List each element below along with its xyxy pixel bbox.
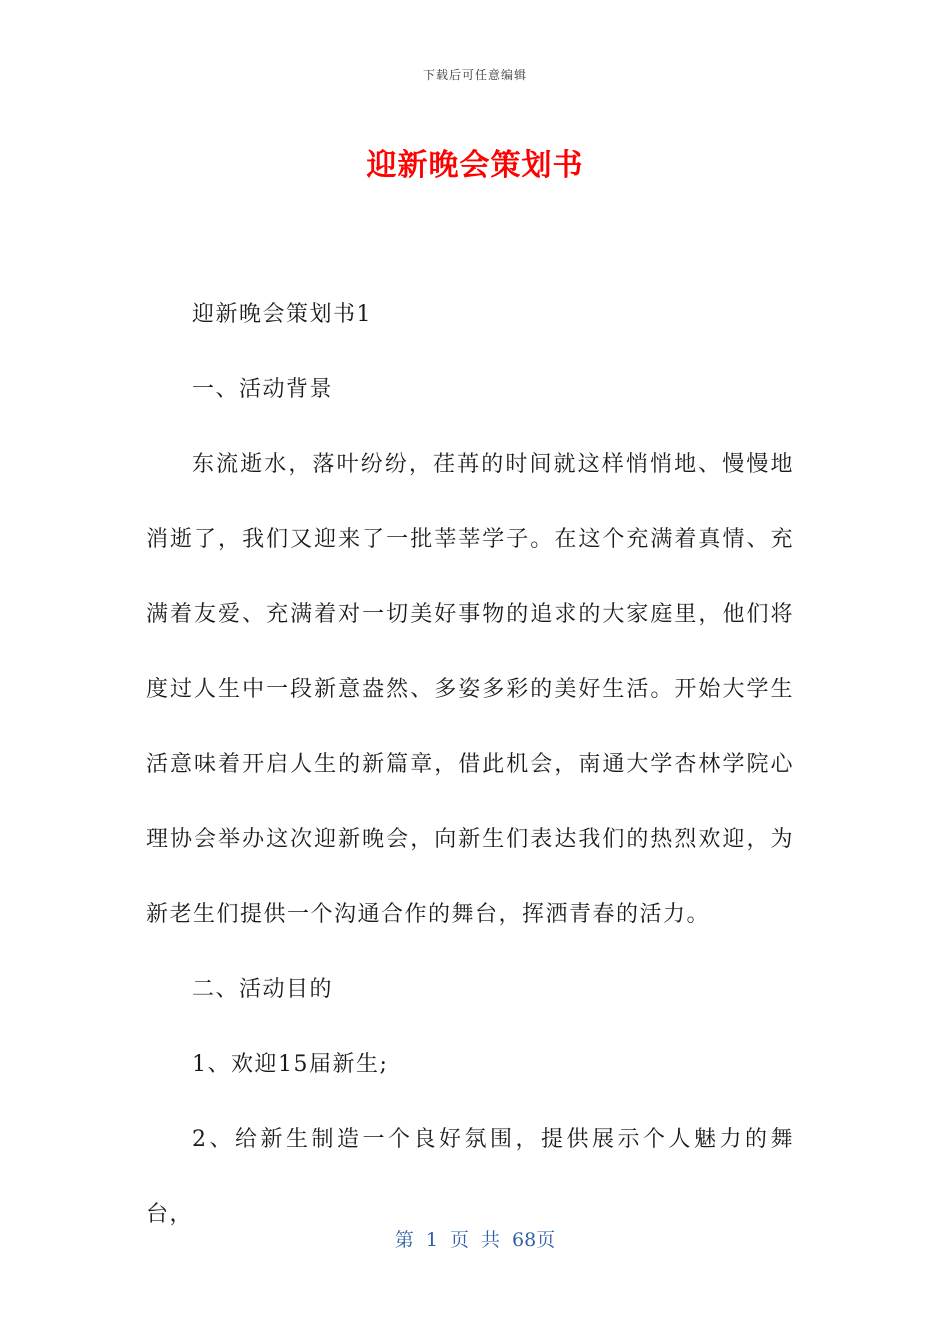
document-body [146, 277, 794, 1252]
purpose-item-1: 1、欢迎15届新生; [192, 1052, 389, 1077]
footer-suffix: 页 [536, 1229, 556, 1251]
footer-current-page: 1 [425, 1229, 438, 1251]
paragraph-background: 东流逝水，落叶纷纷，荏苒的时间就这样悄悄地、慢慢地消逝了，我们又迎来了一批莘莘学子。在这个充满着真情、充满着友爱、充满着对一切美好事物的追求的大家庭里，他们将度过人生中一段新意盎然、多姿多彩的美好生活。开始大学生活意味着开启人生的新篇章，借此机会，南通大学杏林学院心理协会举办这次迎新晚会，向新生们表达我们的热烈欢迎，为新老生们提供一个沟通合作的舞台，挥洒青春的活力。 [146, 452, 794, 927]
heading-purpose: 二、活动目的 [192, 977, 334, 1002]
purpose-item-2: 2、给新生制造一个良好氛围，提供展示个人魅力的舞台， [146, 1127, 794, 1227]
footer-prefix: 第 [394, 1229, 414, 1251]
footer-total-pages: 68 [512, 1229, 537, 1251]
section-subtitle: 迎新晚会策划书1 [192, 302, 372, 327]
footer-middle: 页 共 [449, 1229, 500, 1251]
document-title: 迎新晚会策划书 [366, 148, 584, 183]
heading-background: 一、活动背景 [192, 377, 334, 402]
page-footer [0, 1225, 950, 1252]
header-note: 下载后可任意编辑 [422, 68, 527, 82]
